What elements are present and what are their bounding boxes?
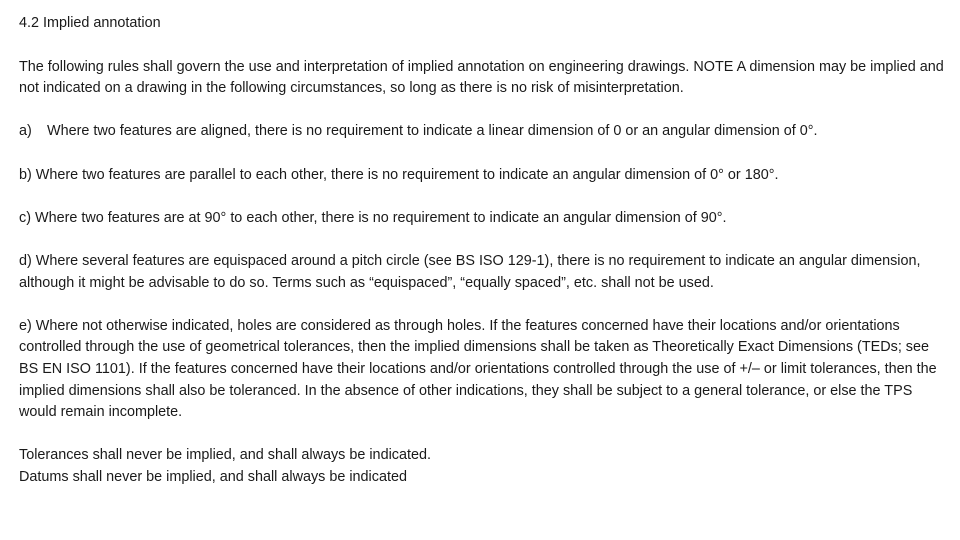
tolerances-statement: Tolerances shall never be implied, and shall always be indicated. xyxy=(19,447,431,464)
rule-e: e) Where not otherwise indicated, holes are considered as through holes. If the features concerned have their locations and/or orientations controlled through the use of geometrical tolerances, then the implied dimensions shall be taken as Theoretically Exact Dimensions (TEDs; see BS EN ISO 1101). If the features concerned have their locations and/or orientations controlled through the use of +/– or limit tolerances, then the implied dimensions shall also be toleranced. In the absence of other indications, they shall be subject to a general tolerance, or else the TPS would remain incomplete. xyxy=(19,317,937,421)
closing-statements xyxy=(19,445,949,488)
document-page xyxy=(19,13,949,488)
rule-b: b) Where two features are parallel to each other, there is no requirement to indicate an angular dimension of 0° or 180°. xyxy=(19,166,779,183)
rule-d: d) Where several features are equispaced around a pitch circle (see BS ISO 129-1), there is no requirement to indicate an angular dimension, although it might be advisable to do so. Terms such as “equispaced”, “equally spaced”, etc. shall not be used. xyxy=(19,252,921,291)
section-heading: 4.2 Implied annotation xyxy=(19,15,161,31)
intro-paragraph: The following rules shall govern the use and interpretation of implied annotation on engineering drawings. NOTE A dimension may be implied and not indicated on a drawing in the following circumstances, so long as there is no risk of misinterpretation. xyxy=(19,58,944,97)
datums-statement: Datums shall never be implied, and shall always be indicated xyxy=(19,468,407,485)
rule-a xyxy=(19,121,949,143)
rule-a-text: Where two features are aligned, there is no requirement to indicate a linear dimension of 0 or an angular dimension of 0°. xyxy=(47,123,818,140)
rule-a-label: a) xyxy=(19,123,32,140)
rule-c: c) Where two features are at 90° to each other, there is no requirement to indicate an angular dimension of 90°. xyxy=(19,209,727,226)
